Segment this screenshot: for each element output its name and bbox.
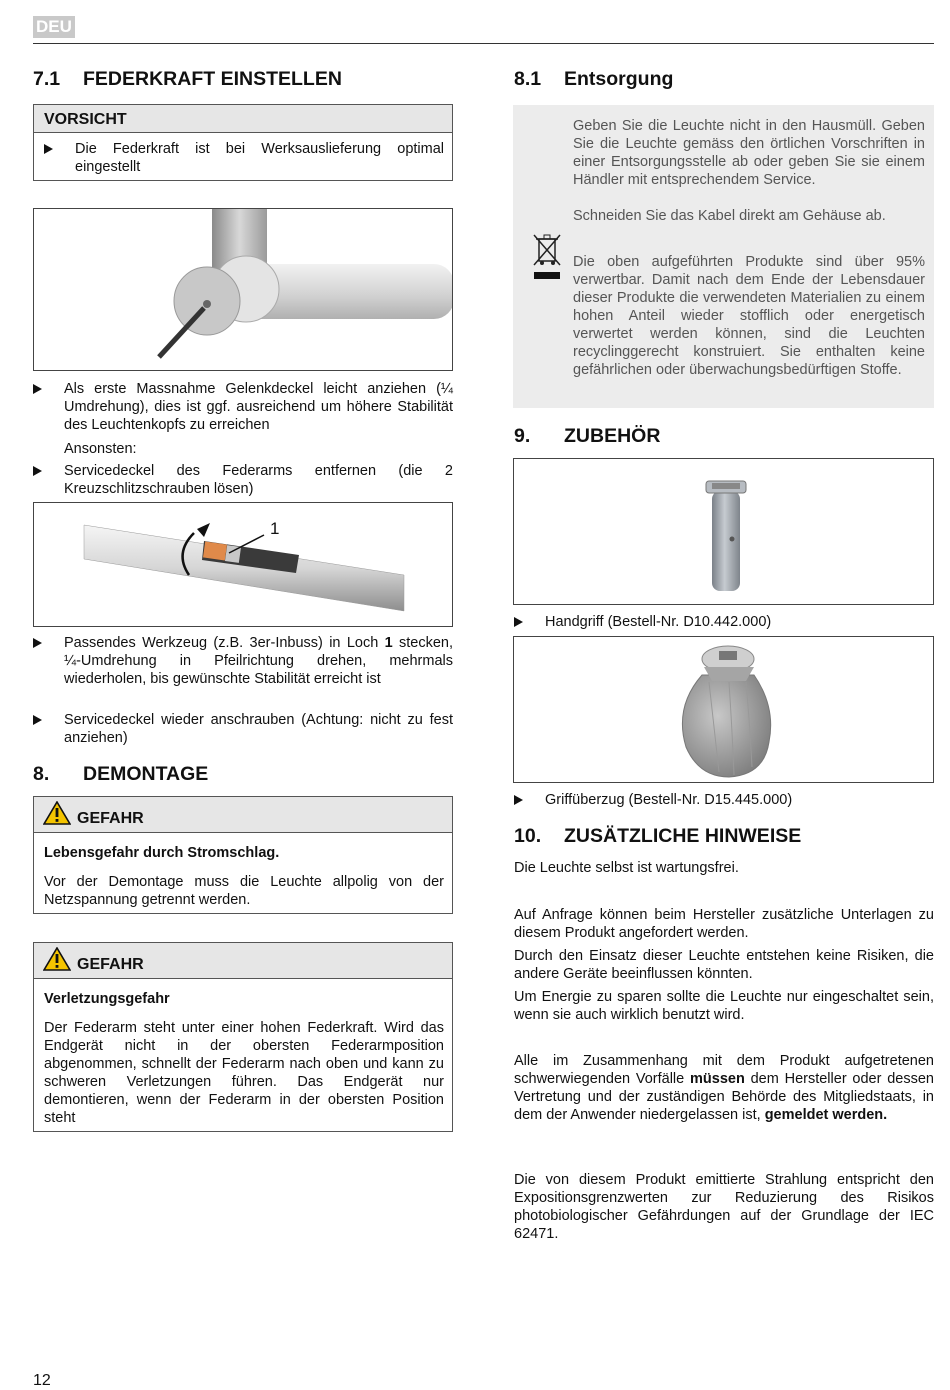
step-1-text: Als erste Massnahme Gelenkdeckel leicht anziehen (¼ Umdrehung), dies ist ggf. ausreichend um höhere Stabilität des Leuchtenkopfs zu erreichen [64,381,453,433]
figure-spring-arm [33,502,453,627]
notes-p3: Durch den Einsatz dieser Leuchte entstehen keine Risiken, die andere Geräte beeinflussen könnten. [514,948,934,982]
notes-p6: Die von diesem Produkt emittierte Strahlung entspricht den Expositionsgrenzwerten zur Reduzierung des Risikos photobiologischer Gefährdungen auf der Grundlage der IEC 62471. [514,1172,934,1242]
heading-number: 8. [33,763,50,785]
heading-8 [33,763,208,785]
heading-number: 8.1 [514,68,542,90]
otherwise-label: Ansonsten: [64,441,137,457]
notes-p2: Auf Anfrage können beim Hersteller zusätzliche Unterlagen zu diesem Produkt angefordert werden. [514,907,934,941]
figure-handle [513,458,934,605]
danger-box-electric [33,796,453,914]
bullet-icon [514,795,523,805]
danger-text: Vor der Demontage muss die Leuchte allpolig von der Netzspannung getrennt werden. [44,874,444,908]
notes-p5-d: gemeldet werden. [764,1107,888,1123]
caution-box [33,104,453,181]
header-rule [33,43,934,44]
notes-p1: Die Leuchte selbst ist wartungsfrei. [514,860,739,876]
notes-p4: Um Energie zu sparen sollte die Leuchte nur eingeschaltet sein, wenn sie auch wirklich benutzt wird. [514,989,934,1023]
bullet-icon [33,466,42,476]
notes-p5 [514,1052,934,1124]
heading-title: DEMONTAGE [83,763,209,785]
heading-title: Entsorgung [564,68,674,90]
accessory-item-2 [514,791,934,809]
danger-text: Der Federarm steht unter einer hohen Federkraft. Wird das Endgerät nicht in der obersten Federarmposition abgenommen, schnellt der Federarm nach oben und kann zu schweren Verletzungen führen. Das Endgerät nur demontieren, wenn der Federarm in der obersten Position steht [44,1020,444,1126]
bullet-icon [44,144,53,154]
step-3-text-c: stecken, ¼-Umdrehung in Pfeilrichtung drehen, mehrmals wiederholen, bis gewünschte Stabilität erreicht ist [64,635,453,687]
step-2-text: Servicedeckel des Federarms entfernen (die 2 Kreuzschlitzschrauben lösen) [64,463,453,497]
heading-8-1 [514,68,673,90]
heading-title: ZUBEHÖR [564,425,661,447]
danger-box-injury [33,942,453,1132]
step-2 [33,462,453,498]
step-3-text-b: 1 [384,635,393,651]
danger-header [34,797,452,833]
notes-p5-a: Alle im Zusammenhang mit dem Produkt aufgetretenen schwerwiegenden Vorfälle [514,1053,934,1087]
danger-subtitle: Verletzungsgefahr [44,991,170,1007]
heading-number: 10. [514,825,542,847]
heading-9 [514,425,660,447]
step-3 [33,634,453,688]
step-4 [33,711,453,747]
accessory-item-1 [514,613,934,631]
language-badge: DEU [33,16,75,38]
figure-callout-1: 1 [270,519,280,538]
danger-title: GEFAHR [77,810,144,827]
notes-p5-c: dem Hersteller oder dessen Vertretung und der zuständigen Behörde des Mitgliedstaats, in dem der Anwender niedergelassen ist, [514,1071,934,1123]
handle-illustration [514,459,934,605]
grip-cover-illustration [514,637,934,783]
heading-10 [514,825,801,847]
bullet-icon [33,638,42,648]
step-1 [33,380,453,434]
disposal-text-1: Geben Sie die Leuchte nicht in den Hausmüll. Geben Sie die Leuchte gemäss den örtlichen Vorschriften in einer Entsorgungsstelle ab oder geben Sie sie einem Händler mit entsprechendem Service. [573,118,925,188]
warning-triangle-icon [43,947,71,971]
heading-number: 7.1 [33,68,61,90]
step-3-text [64,634,453,688]
disposal-text-2: Schneiden Sie das Kabel direkt am Gehäuse ab. [573,208,886,224]
caution-item [44,140,444,176]
bullet-icon [33,715,42,725]
page-number: 12 [33,1372,51,1389]
bullet-icon [33,384,42,394]
caution-title: VORSICHT [34,105,452,133]
danger-title: GEFAHR [77,956,144,973]
accessory-item-1-text: Handgriff (Bestell-Nr. D10.442.000) [545,614,772,630]
disposal-panel [513,105,934,408]
danger-subtitle: Lebensgefahr durch Stromschlag. [44,845,280,861]
danger-header [34,943,452,979]
spring-arm-illustration [34,503,453,627]
warning-triangle-icon [43,801,71,825]
joint-illustration [34,209,453,371]
figure-grip-cover [513,636,934,783]
step-3-text-a: Passendes Werkzeug (z.B. 3er-Inbuss) in Loch [64,635,385,651]
notes-p5-b: müssen [690,1071,745,1087]
figure-joint [33,208,453,371]
weee-bin-icon [531,233,563,281]
caution-text: Die Federkraft ist bei Werksauslieferung optimal eingestellt [75,141,444,175]
heading-number: 9. [514,425,531,447]
heading-title: FEDERKRAFT EINSTELLEN [83,68,342,90]
step-4-text: Servicedeckel wieder anschrauben (Achtung: nicht zu fest anziehen) [64,712,453,746]
heading-7-1 [33,68,342,90]
accessory-item-2-text: Griffüberzug (Bestell-Nr. D15.445.000) [545,792,793,808]
bullet-icon [514,617,523,627]
disposal-text-3: Die oben aufgeführten Produkte sind über 95% verwertbar. Damit nach dem Ende der Lebensdauer dieser Produkte die verwendeten Materialien zu einem hohen Anteil wieder stofflich oder energetisch verwertet werden können, sind die Leuchten recyclinggerecht konstruiert. Sie enthalten keine gefährlichen oder überwachungsbedürftigen Stoffe. [573,254,925,378]
heading-title: ZUSÄTZLICHE HINWEISE [564,825,802,847]
